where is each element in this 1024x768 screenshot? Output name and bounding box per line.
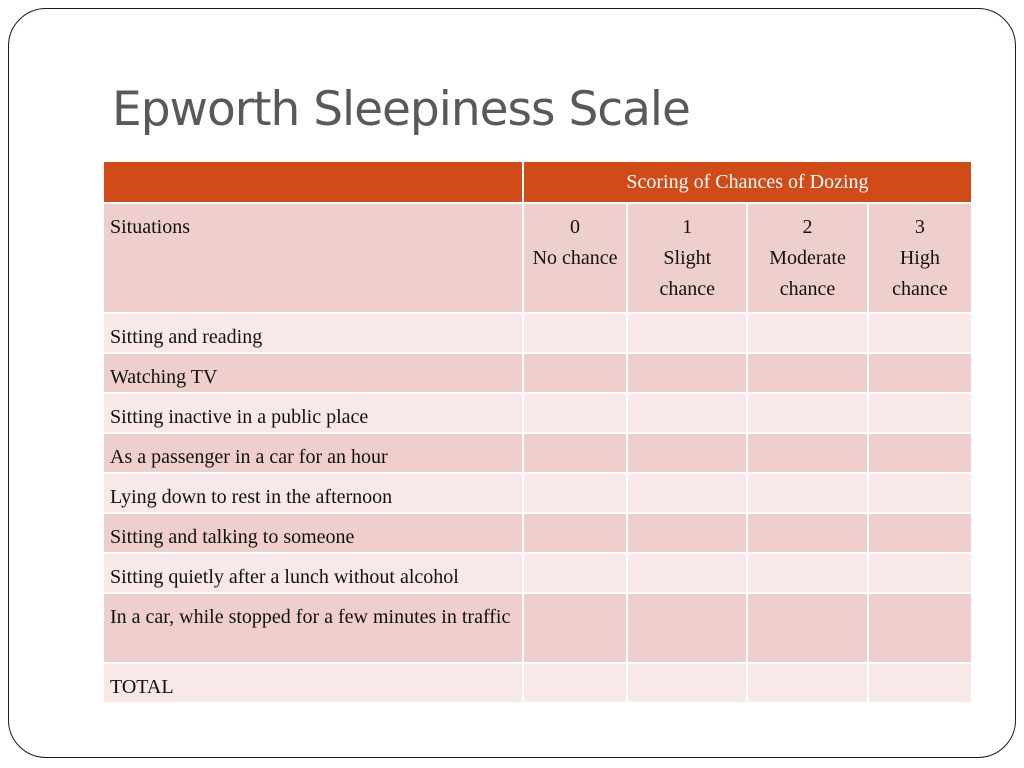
table-row xyxy=(103,513,972,553)
table-row xyxy=(103,393,972,433)
score-value: 3 xyxy=(914,216,925,238)
score-entry-cell xyxy=(627,513,747,553)
situation-label: Lying down to rest in the afternoon xyxy=(103,473,523,513)
score-entry-cell xyxy=(868,473,972,513)
score-entry-cell xyxy=(627,393,747,433)
score-0-cell xyxy=(523,203,627,313)
table-row xyxy=(103,553,972,593)
score-entry-cell xyxy=(747,473,867,513)
score-entry-cell xyxy=(868,663,972,703)
score-entry-cell xyxy=(747,663,867,703)
score-entry-cell xyxy=(627,473,747,513)
score-entry-cell xyxy=(747,593,867,663)
score-entry-cell xyxy=(627,313,747,353)
epworth-table xyxy=(102,160,973,704)
score-entry-cell xyxy=(523,313,627,353)
table-row xyxy=(103,353,972,393)
table-row xyxy=(103,593,972,663)
score-entry-cell xyxy=(868,393,972,433)
score-entry-cell xyxy=(747,433,867,473)
score-2-cell xyxy=(747,203,867,313)
score-entry-cell xyxy=(868,313,972,353)
score-entry-cell xyxy=(523,433,627,473)
situation-label: Sitting inactive in a public place xyxy=(103,393,523,433)
score-entry-cell xyxy=(627,663,747,703)
table-row xyxy=(103,433,972,473)
total-label: TOTAL xyxy=(103,663,523,703)
score-entry-cell xyxy=(523,473,627,513)
table-row xyxy=(103,313,972,353)
situation-label: Watching TV xyxy=(103,353,523,393)
score-entry-cell xyxy=(868,513,972,553)
score-description: High chance xyxy=(892,247,948,300)
situations-label: Situations xyxy=(103,203,523,313)
score-entry-cell xyxy=(868,353,972,393)
score-3-cell xyxy=(868,203,972,313)
score-1-cell xyxy=(627,203,747,313)
table-header-row xyxy=(103,161,972,203)
score-entry-cell xyxy=(747,553,867,593)
score-entry-cell xyxy=(747,313,867,353)
score-entry-cell xyxy=(523,663,627,703)
situation-label: Sitting and talking to someone xyxy=(103,513,523,553)
score-entry-cell xyxy=(627,553,747,593)
header-empty-cell xyxy=(103,161,523,203)
header-scoring-title: Scoring of Chances of Dozing xyxy=(523,161,972,203)
score-value: 2 xyxy=(802,216,813,238)
score-entry-cell xyxy=(523,553,627,593)
total-row xyxy=(103,663,972,703)
score-description: Moderate chance xyxy=(769,247,846,300)
score-entry-cell xyxy=(627,433,747,473)
slide-title: Epworth Sleepiness Scale xyxy=(112,82,690,137)
score-description: No chance xyxy=(532,247,618,269)
score-entry-cell xyxy=(627,593,747,663)
situation-label: Sitting and reading xyxy=(103,313,523,353)
score-entry-cell xyxy=(627,353,747,393)
score-entry-cell xyxy=(868,553,972,593)
score-entry-cell xyxy=(523,513,627,553)
score-description: Slight chance xyxy=(659,247,716,300)
score-entry-cell xyxy=(523,593,627,663)
score-entry-cell xyxy=(868,433,972,473)
situation-label: Sitting quietly after a lunch without alcohol xyxy=(103,553,523,593)
score-value: 1 xyxy=(682,216,693,238)
situation-label: As a passenger in a car for an hour xyxy=(103,433,523,473)
score-entry-cell xyxy=(523,353,627,393)
table-row xyxy=(103,473,972,513)
score-entry-cell xyxy=(868,593,972,663)
score-entry-cell xyxy=(747,353,867,393)
score-entry-cell xyxy=(523,393,627,433)
score-value: 0 xyxy=(570,216,581,238)
score-entry-cell xyxy=(747,513,867,553)
situation-label: In a car, while stopped for a few minutes in traffic xyxy=(103,593,523,663)
score-legend-row xyxy=(103,203,972,313)
score-entry-cell xyxy=(747,393,867,433)
